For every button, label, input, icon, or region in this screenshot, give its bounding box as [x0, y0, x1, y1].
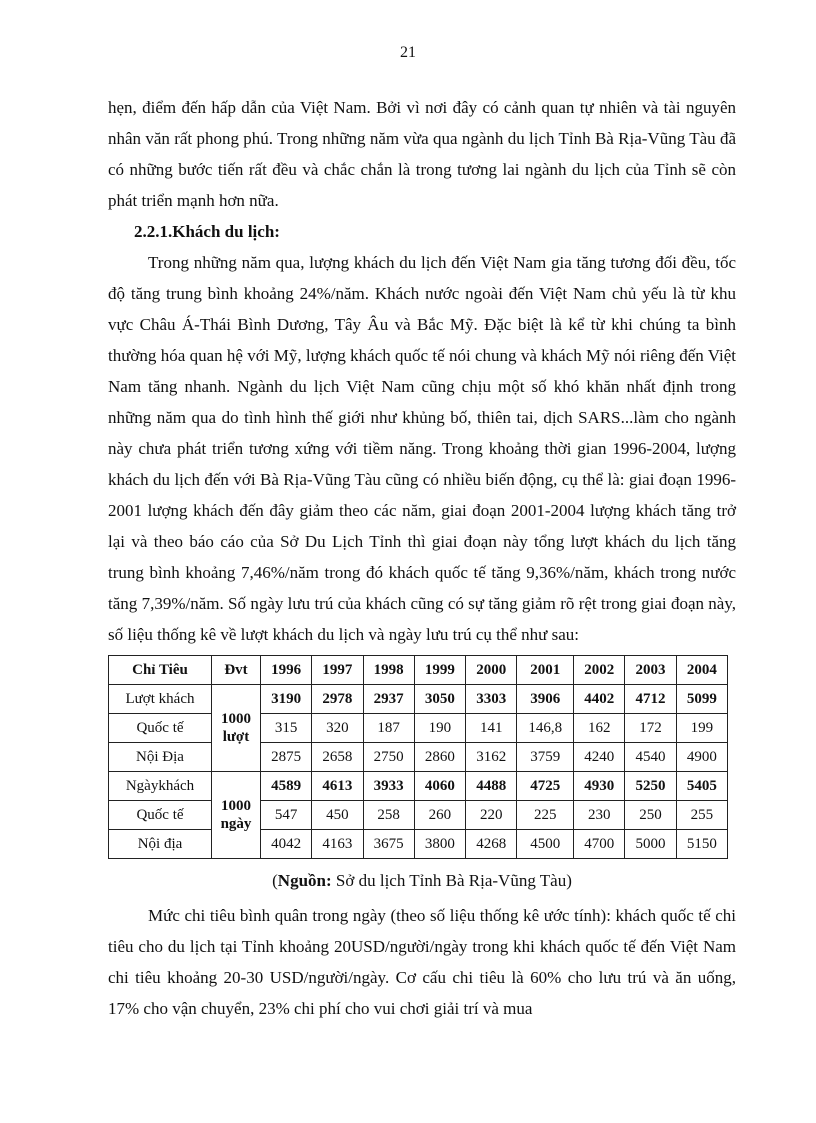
table-cell: 3675: [363, 830, 414, 859]
table-row: [109, 801, 728, 830]
row-label: Nội địa: [109, 830, 212, 859]
table-header-row: [109, 656, 728, 685]
header-cell: 2002: [574, 656, 625, 685]
table-cell: 172: [625, 714, 676, 743]
table-cell: 260: [414, 801, 465, 830]
table-cell: 4268: [466, 830, 517, 859]
table-cell: 5150: [676, 830, 727, 859]
table-cell: 5405: [676, 772, 727, 801]
table-source: [108, 865, 736, 896]
table-cell: 4725: [517, 772, 574, 801]
table-cell: 3933: [363, 772, 414, 801]
table-cell: 4712: [625, 685, 676, 714]
table-cell: 4500: [517, 830, 574, 859]
table-row: [109, 830, 728, 859]
table-cell: 250: [625, 801, 676, 830]
table-cell: 4163: [312, 830, 363, 859]
row-label: Nội Địa: [109, 743, 212, 772]
document-body: [108, 92, 736, 1024]
table-cell: 3906: [517, 685, 574, 714]
table-cell: 2750: [363, 743, 414, 772]
table-cell: 3162: [466, 743, 517, 772]
row-label: Quốc tế: [109, 714, 212, 743]
section-heading: 2.2.1.Khách du lịch:: [134, 222, 280, 241]
table-cell: 2937: [363, 685, 414, 714]
table-cell: 162: [574, 714, 625, 743]
header-cell: 1996: [261, 656, 312, 685]
table-cell: 190: [414, 714, 465, 743]
table-cell: 2860: [414, 743, 465, 772]
table-cell: 4613: [312, 772, 363, 801]
table-cell: 3303: [466, 685, 517, 714]
header-cell: 2003: [625, 656, 676, 685]
table-cell: 3050: [414, 685, 465, 714]
visitor-statistics-table: [108, 655, 728, 859]
table-cell: 5000: [625, 830, 676, 859]
table-cell: 315: [261, 714, 312, 743]
table-cell: 4488: [466, 772, 517, 801]
row-label: Quốc tế: [109, 801, 212, 830]
table-cell: 3759: [517, 743, 574, 772]
table-cell: 450: [312, 801, 363, 830]
table-cell: 2978: [312, 685, 363, 714]
table-cell: 258: [363, 801, 414, 830]
table-cell: 4042: [261, 830, 312, 859]
paragraph-spending: Mức chi tiêu bình quân trong ngày (theo số liệu thống kê ước tính): khách quốc tế chi tiêu cho du lịch tại Tỉnh khoảng 20USD/người/ngày trong khi khách quốc tế đến Việt Nam chi tiêu khoảng 20-30 USD/người/ngày. Cơ cấu chi tiêu là 60% cho lưu trú và ăn uống, 17% cho vận chuyển, 23% chi phí cho vui chơi giải trí và mua: [108, 906, 736, 1018]
table-cell: 220: [466, 801, 517, 830]
unit-cell: 1000 lượt: [212, 685, 261, 772]
table-cell: 547: [261, 801, 312, 830]
table-cell: 5250: [625, 772, 676, 801]
header-cell: 2001: [517, 656, 574, 685]
page-number: 21: [400, 44, 416, 61]
table-cell: 225: [517, 801, 574, 830]
header-cell: 1999: [414, 656, 465, 685]
source-open-paren: (: [272, 871, 278, 890]
table-cell: 4930: [574, 772, 625, 801]
table-cell: 4060: [414, 772, 465, 801]
table-cell: 187: [363, 714, 414, 743]
table-row: [109, 743, 728, 772]
table-cell: 3190: [261, 685, 312, 714]
table-cell: 4700: [574, 830, 625, 859]
unit-cell: 1000 ngày: [212, 772, 261, 859]
source-text: Sở du lịch Tỉnh Bà Rịa-Vũng Tàu): [331, 871, 572, 890]
header-cell: Chỉ Tiêu: [109, 656, 212, 685]
table-cell: 320: [312, 714, 363, 743]
table-cell: 4900: [676, 743, 727, 772]
table-cell: 4540: [625, 743, 676, 772]
paragraph-visitors: Trong những năm qua, lượng khách du lịch đến Việt Nam gia tăng tương đối đều, tốc độ tăng trung bình khoảng 24%/năm. Khách nước ngoài đến Việt Nam chủ yếu là từ khu vực Châu Á-Thái Bình Dương, Tây Âu và Bắc Mỹ. Đặc biệt là kể từ khi chúng ta bình thường hóa quan hệ với Mỹ, lượng khách quốc tế nói chung và khách Mỹ nói riêng đến Việt Nam tăng nhanh. Ngành du lịch Việt Nam cũng chịu một số khó khăn nhất định trong những năm qua do tình hình thế giới như khủng bố, thiên tai, dịch SARS...làm cho ngành này chưa phát triển tương xứng với tiềm năng. Trong khoảng thời gian 1996-2004, lượng khách du lịch đến với Bà Rịa-Vũng Tàu cũng có nhiều biến động, cụ thể là: giai đoạn 1996-2001 lượng khách đến đây giảm theo các năm, giai đoạn 2001-2004 lượng khách tăng trở lại và theo báo cáo của Sở Du Lịch Tỉnh thì giai đoạn này tổng lượt khách du lịch tăng trung bình khoảng 7,46%/năm trong đó khách quốc tế tăng 9,36%/năm, khách trong nước tăng 7,39%/năm. Số ngày lưu trú của khách cũng có sự tăng giảm rõ rệt trong giai đoạn này, số liệu thống kê về lượt khách du lịch và ngày lưu trú cụ thể như sau:: [108, 253, 736, 644]
header-cell: 1998: [363, 656, 414, 685]
table-cell: 2658: [312, 743, 363, 772]
table-row: [109, 685, 728, 714]
row-label: Lượt khách: [109, 685, 212, 714]
table-cell: 230: [574, 801, 625, 830]
paragraph-intro: hẹn, điểm đến hấp dẫn của Việt Nam. Bởi vì nơi đây có cảnh quan tự nhiên và tài nguyên nhân văn rất phong phú. Trong những năm vừa qua ngành du lịch Tỉnh Bà Rịa-Vũng Tàu đã có những bước tiến rất đều và chắc chắn là trong tương lai ngành du lịch của Tỉnh sẽ còn phát triển mạnh hơn nữa.: [108, 98, 736, 210]
header-cell: 2004: [676, 656, 727, 685]
table-cell: 4240: [574, 743, 625, 772]
table-cell: 4589: [261, 772, 312, 801]
header-cell: 1997: [312, 656, 363, 685]
header-cell: 2000: [466, 656, 517, 685]
table-cell: 141: [466, 714, 517, 743]
source-label: Nguồn:: [277, 871, 332, 890]
header-cell: Đvt: [212, 656, 261, 685]
table-cell: 146,8: [517, 714, 574, 743]
table-row: [109, 772, 728, 801]
table-cell: 5099: [676, 685, 727, 714]
table-cell: 3800: [414, 830, 465, 859]
table-cell: 2875: [261, 743, 312, 772]
table-row: [109, 714, 728, 743]
table-cell: 4402: [574, 685, 625, 714]
table-cell: 255: [676, 801, 727, 830]
table-cell: 199: [676, 714, 727, 743]
row-label: Ngàykhách: [109, 772, 212, 801]
